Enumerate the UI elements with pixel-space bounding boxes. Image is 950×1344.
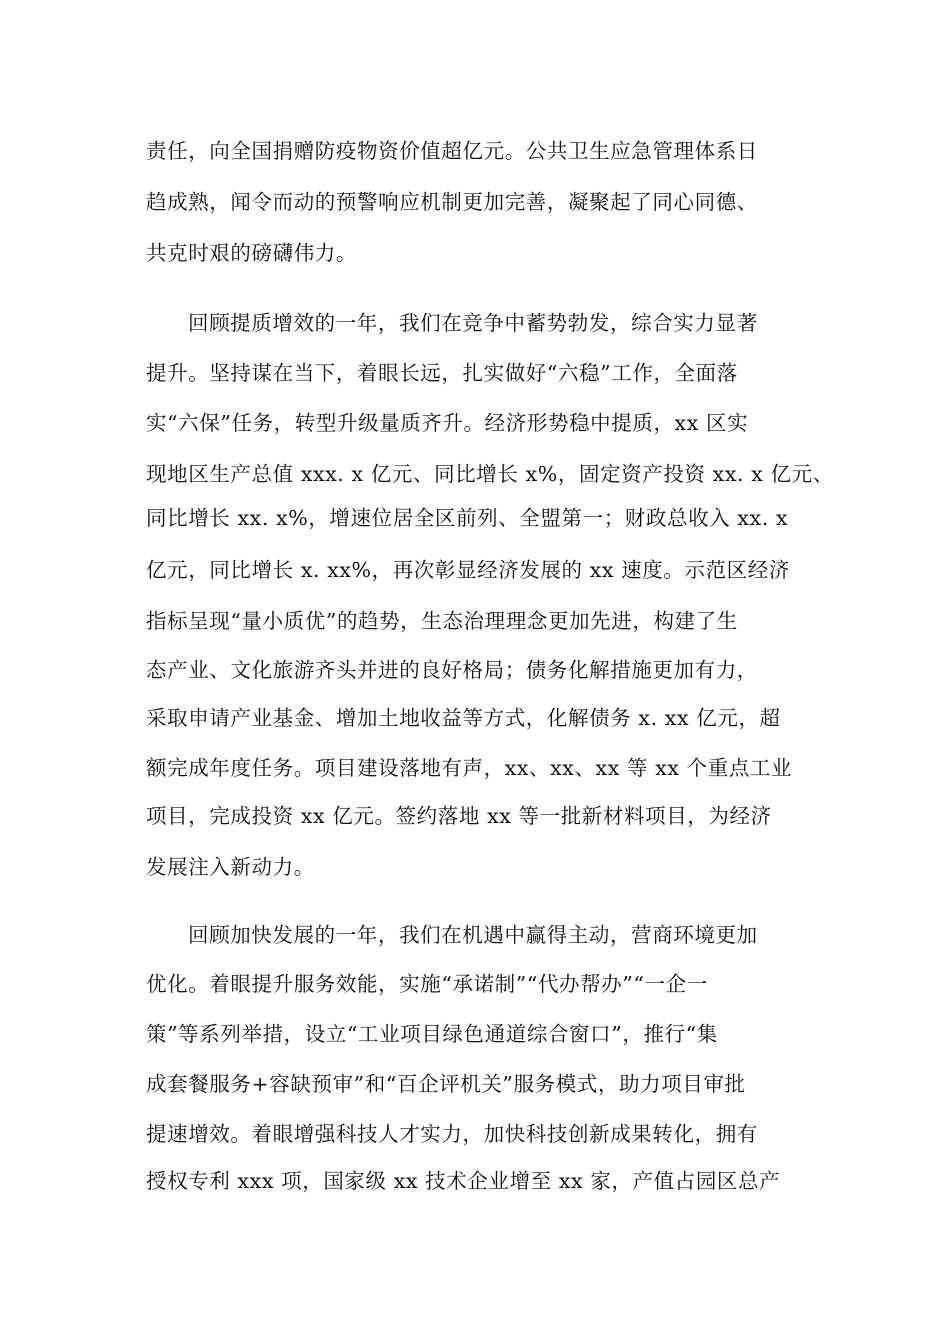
paragraph-3-line-1: 回顾加快发展的一年，我们在机遇中赢得主动，营商环境更加 (188, 923, 758, 947)
paragraph-2-line-12: 发展注入新动力。 (146, 855, 315, 879)
paragraph-2-line-3: 实“六保”任务，转型升级量质齐升。经济形势稳中提质，xx 区实 (146, 411, 749, 435)
paragraph-3-line-3: 策”等系列举措，设立“工业项目绿色通道综合窗口”，推行“集 (146, 1022, 718, 1046)
paragraph-2-line-1: 回顾提质增效的一年，我们在竞争中蓄势勃发，综合实力显著 (188, 311, 758, 335)
paragraph-3-line-2: 优化。着眼提升服务效能，实施“承诺制”“代办帮办”“一企一 (146, 972, 708, 996)
paragraph-2-line-10: 额完成年度任务。项目建设落地有声，xx、xx、xx 等 xx 个重点工业 (146, 756, 793, 780)
paragraph-3-line-5: 提速增效。着眼增强科技人才实力，加快科技创新成果转化，拥有 (146, 1122, 758, 1146)
paragraph-1-line-3: 共克时艰的磅礴伟力。 (146, 241, 357, 265)
paragraph-2-line-2: 提升。坚持谋在当下，着眼长远，扎实做好“六稳”工作，全面落 (146, 361, 738, 385)
paragraph-3-line-4: 成套餐服务+容缺预审”和“百企评机关”服务模式，助力项目审批 (146, 1072, 746, 1096)
paragraph-1-line-2: 趋成熟，闻令而动的预警响应机制更加完善，凝聚起了同心同德、 (146, 190, 758, 214)
paragraph-2-line-11: 项目，完成投资 xx 亿元。签约落地 xx 等一批新材料项目，为经济 (146, 804, 772, 828)
paragraph-2-line-4: 现地区生产总值 xxx. x 亿元、同比增长 x%，固定资产投资 xx. x 亿元、 (146, 462, 834, 486)
paragraph-2-line-9: 采取申请产业基金、增加土地收益等方式，化解债务 x. xx 亿元，超 (146, 706, 781, 730)
paragraph-2-line-8: 态产业、文化旅游齐头并进的良好格局；债务化解措施更加有力， (146, 658, 758, 682)
paragraph-1-line-1: 责任，向全国捐赠防疫物资价值超亿元。公共卫生应急管理体系日 (146, 139, 758, 163)
paragraph-3-line-6: 授权专利 xxx 项，国家级 xx 技术企业增至 xx 家，产值占园区总产 (146, 1169, 781, 1193)
paragraph-2-line-5: 同比增长 xx. x%，增速位居全区前列、全盟第一；财政总收入 xx. x (146, 506, 789, 530)
paragraph-2-line-7: 指标呈现“量小质优”的趋势，生态治理理念更加先进，构建了生 (146, 609, 738, 633)
paragraph-2-line-6: 亿元，同比增长 x. xx%，再次彰显经济发展的 xx 速度。示范区经济 (146, 558, 790, 582)
